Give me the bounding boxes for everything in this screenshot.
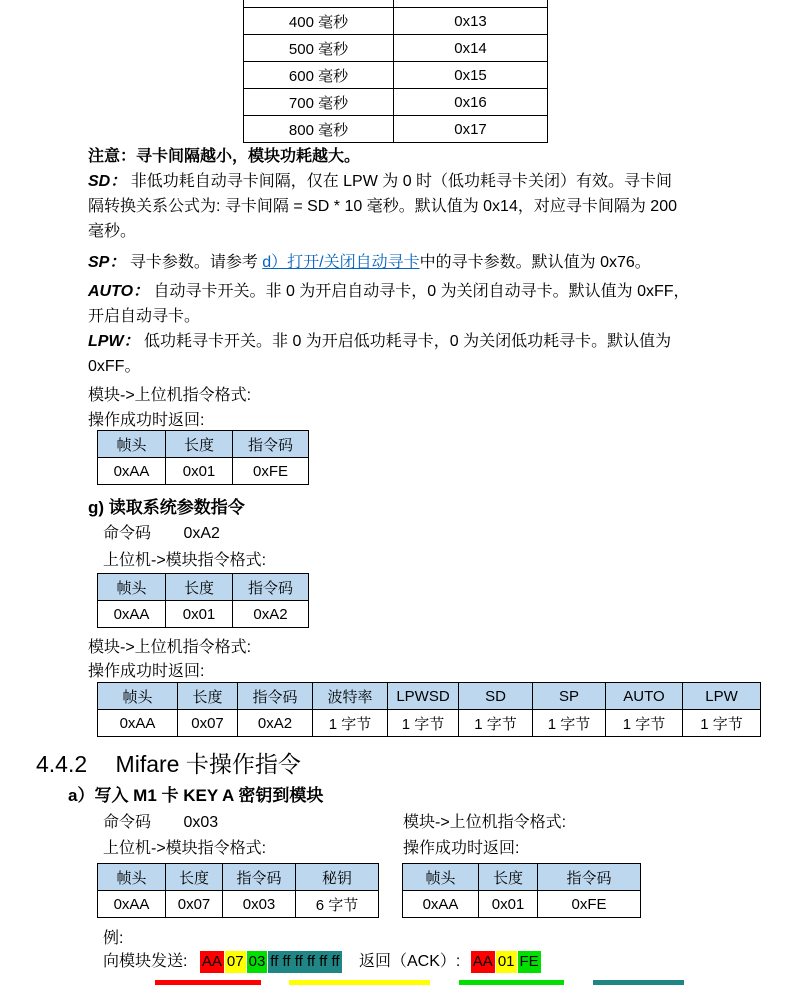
- value-cell: 0x03: [223, 891, 296, 918]
- header-cell: LPW: [683, 683, 761, 710]
- lpw-label: LPW：: [88, 333, 140, 350]
- code-cell: 0x16: [394, 89, 548, 116]
- value-cell: 0xA2: [233, 601, 309, 628]
- header-cell: 指令码: [233, 431, 309, 458]
- header-cell: 波特率: [313, 683, 388, 710]
- code-cell: 0x14: [394, 35, 548, 62]
- table-header-row: [403, 864, 641, 891]
- command-code-line: [103, 523, 220, 545]
- section-442-title: Mifare 卡操作指令: [115, 751, 301, 777]
- header-cell: 帧头: [98, 683, 178, 710]
- host-format-label: 上位机->模块指令格式:: [103, 840, 267, 857]
- header-cell: 长度: [166, 574, 233, 601]
- example-label: 例:: [103, 930, 124, 947]
- host-format-label: 上位机->模块指令格式:: [103, 552, 267, 569]
- value-cell: 1 字节: [313, 710, 388, 737]
- example-bytes-line: [103, 951, 542, 973]
- value-cell: 1 字节: [459, 710, 533, 737]
- legend-bar-yellow: [289, 980, 430, 985]
- param-sp-line: [88, 252, 651, 274]
- value-cell: 0x01: [479, 891, 538, 918]
- header-cell: 长度: [178, 683, 238, 710]
- sub-a-heading: a）写入 M1 卡 KEY A 密钥到模块: [68, 786, 324, 805]
- table-row: [244, 35, 548, 62]
- param-auto-line2: 开启自动寻卡。: [88, 308, 201, 325]
- table-header-row: [98, 683, 761, 710]
- keya-request-table: [97, 863, 379, 918]
- table-header-row: [98, 864, 379, 891]
- success-return-label: 操作成功时返回:: [88, 663, 205, 680]
- table-row: [98, 601, 309, 628]
- module-format-label: 模块->上位机指令格式:: [88, 639, 252, 656]
- value-cell: 0xFE: [538, 891, 641, 918]
- interval-cell: 600 毫秒: [244, 62, 394, 89]
- value-cell: 0xAA: [98, 891, 166, 918]
- header-cell: 帧头: [98, 574, 166, 601]
- autoseek-link[interactable]: d）打开/关闭自动寻卡: [262, 254, 420, 271]
- section-g-marker: g): [88, 498, 105, 517]
- header-cell: 秘钥: [296, 864, 379, 891]
- header-cell: 指令码: [233, 574, 309, 601]
- interval-cell: 800 毫秒: [244, 116, 394, 143]
- byte-chip: FE: [518, 951, 541, 973]
- command-code-label: 命令码: [103, 814, 152, 831]
- header-cell: 帧头: [403, 864, 479, 891]
- lpw-text1: 低功耗寻卡开关。非 0 为开启低功耗寻卡，0 为关闭低功耗寻卡。默认值为: [144, 333, 672, 350]
- interval-cell: 500 毫秒: [244, 35, 394, 62]
- header-cell: SP: [533, 683, 606, 710]
- value-cell: 0x07: [178, 710, 238, 737]
- value-cell: 6 字节: [296, 891, 379, 918]
- value-cell: 0x01: [166, 601, 233, 628]
- table-header-row: [98, 574, 309, 601]
- value-cell: 0xAA: [98, 710, 178, 737]
- value-cell: 0x01: [166, 458, 233, 485]
- command-code-label: 命令码: [103, 525, 152, 542]
- header-cell: 长度: [166, 431, 233, 458]
- table-row: [244, 62, 548, 89]
- sd-text1: 非低功耗自动寻卡间隔，仅在 LPW 为 0 时（低功耗寻卡关闭）有效。寻卡间: [130, 173, 673, 190]
- byte-chip: AA: [200, 951, 224, 973]
- value-cell: 0xAA: [98, 458, 166, 485]
- table-row: [244, 116, 548, 143]
- keya-ack-table: [402, 863, 641, 918]
- note-text: 注意：寻卡间隔越小，模块功耗越大。: [88, 148, 361, 165]
- module-format-label: 模块->上位机指令格式:: [403, 814, 567, 831]
- section-442-heading: [36, 746, 301, 779]
- table-row-partial: [244, 0, 548, 8]
- sp-text-post: 中的寻卡参数。默认值为 0x76。: [419, 254, 651, 271]
- header-cell: 指令码: [238, 683, 313, 710]
- value-cell: 0x07: [166, 891, 223, 918]
- code-cell: 0x13: [394, 8, 548, 35]
- success-return-label: 操作成功时返回:: [403, 840, 520, 857]
- interval-cell: 700 毫秒: [244, 89, 394, 116]
- param-lpw-line2: 0xFF。: [88, 358, 141, 375]
- value-cell: 1 字节: [533, 710, 606, 737]
- table-row: [244, 89, 548, 116]
- interval-code-table: [243, 0, 548, 143]
- table-row: [244, 8, 548, 35]
- code-cell: 0x15: [394, 62, 548, 89]
- param-sd-line3: 毫秒。: [88, 223, 137, 240]
- param-lpw-line1: [88, 331, 671, 353]
- header-cell: 长度: [479, 864, 538, 891]
- ack-table: [97, 430, 309, 485]
- command-code-value: 0xA2: [183, 525, 220, 542]
- value-cell: 0xAA: [403, 891, 479, 918]
- header-cell: 帧头: [98, 864, 166, 891]
- byte-chip: ff ff ff ff ff ff: [268, 951, 341, 973]
- table-row: [98, 710, 761, 737]
- table-row: [98, 891, 379, 918]
- value-cell: 0xAA: [98, 601, 166, 628]
- byte-chip: 07: [225, 951, 246, 973]
- module-format-label: 模块->上位机指令格式:: [88, 387, 252, 404]
- auto-label: AUTO：: [88, 283, 150, 300]
- section-g-title: 读取系统参数指令: [108, 498, 245, 517]
- param-sd-line1: [88, 171, 672, 193]
- request-table: [97, 573, 309, 628]
- interval-cell: 400 毫秒: [244, 8, 394, 35]
- auto-text1: 自动寻卡开关。非 0 为开启自动寻卡，0 为关闭自动寻卡。默认值为 0xFF，: [153, 283, 690, 300]
- header-cell: LPWSD: [388, 683, 459, 710]
- table-row: [98, 458, 309, 485]
- ack-label: 返回（ACK）:: [358, 953, 461, 970]
- command-code-value: 0x03: [183, 814, 219, 831]
- table-row: [403, 891, 641, 918]
- command-code-line: [103, 812, 218, 834]
- section-442-number: 4.4.2: [36, 751, 88, 777]
- code-cell: 0x17: [394, 116, 548, 143]
- value-cell: 1 字节: [388, 710, 459, 737]
- header-cell: SD: [459, 683, 533, 710]
- byte-chip: 03: [247, 951, 268, 973]
- header-cell: 帧头: [98, 431, 166, 458]
- param-auto-line1: [88, 281, 690, 303]
- sp-text-pre: 寻卡参数。请参考: [129, 254, 263, 271]
- header-cell: 长度: [166, 864, 223, 891]
- sd-label: SD：: [88, 173, 127, 190]
- legend-bar-green: [459, 980, 564, 985]
- byte-chip: AA: [471, 951, 495, 973]
- legend-bar-red: [155, 980, 261, 985]
- table-header-row: [98, 431, 309, 458]
- value-cell: 1 字节: [606, 710, 683, 737]
- response-table: [97, 682, 761, 737]
- header-cell: 指令码: [223, 864, 296, 891]
- sp-label: SP：: [88, 254, 126, 271]
- header-cell: AUTO: [606, 683, 683, 710]
- param-sd-line2: 隔转换关系公式为: 寻卡间隔 = SD * 10 毫秒。默认值为 0x14，对应寻卡间隔为 200: [88, 198, 677, 215]
- send-label: 向模块发送:: [103, 953, 188, 970]
- header-cell: 指令码: [538, 864, 641, 891]
- value-cell: 0xFE: [233, 458, 309, 485]
- byte-chip: 01: [496, 951, 517, 973]
- legend-bar-teal: [593, 980, 684, 985]
- value-cell: 0xA2: [238, 710, 313, 737]
- section-g-heading: [88, 493, 245, 518]
- success-return-label: 操作成功时返回:: [88, 412, 205, 429]
- value-cell: 1 字节: [683, 710, 761, 737]
